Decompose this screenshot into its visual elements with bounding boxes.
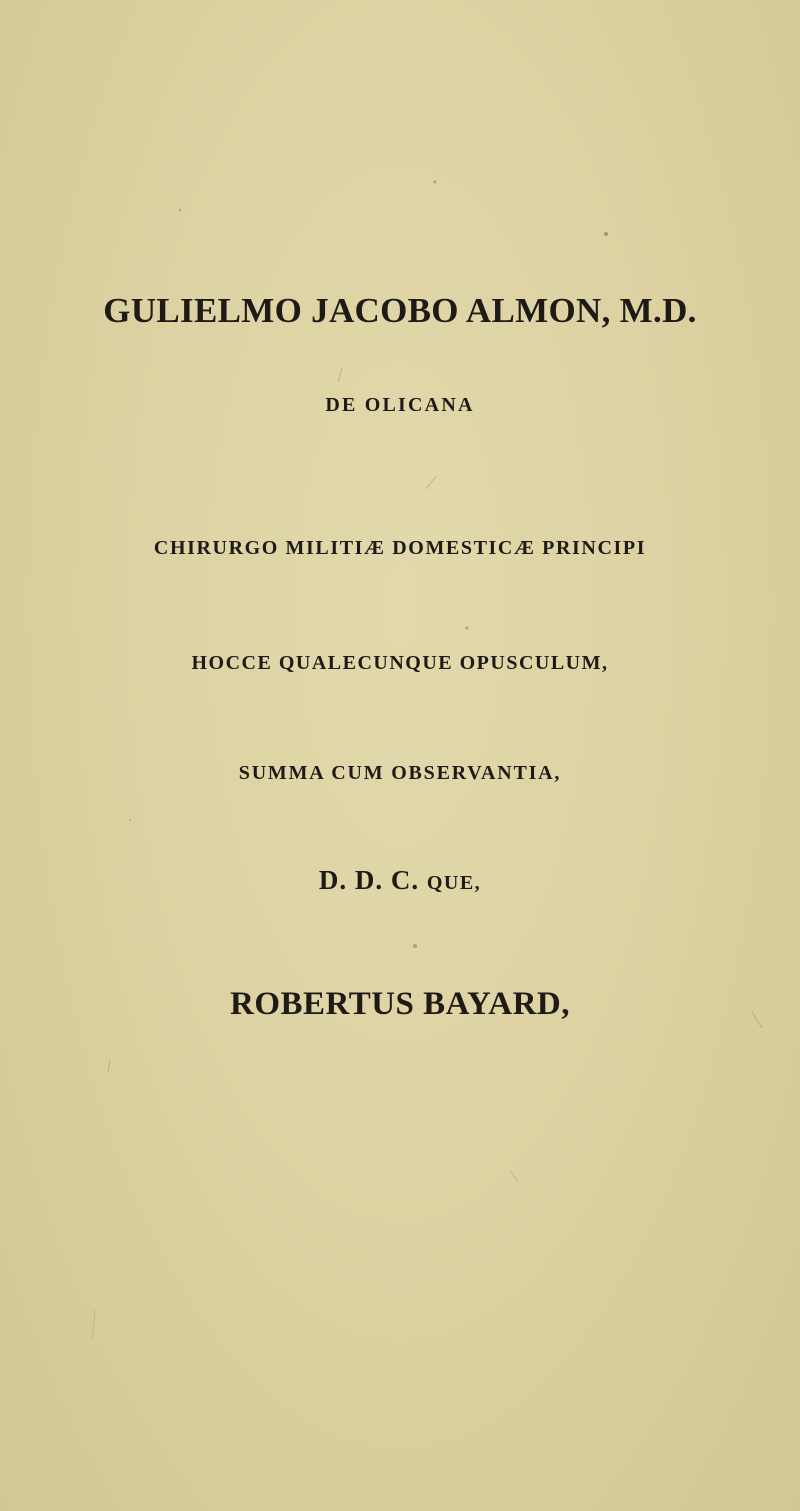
- work-reference: HOCCE QUALECUNQUE OPUSCULUM,: [191, 652, 609, 674]
- dedicatee-origin: DE OLICANA: [325, 394, 475, 416]
- dedicatee-name: GULIELMO JACOBO ALMON, M.D.: [103, 291, 697, 330]
- dedication-formula: [0, 867, 800, 894]
- formula-suffix: QUE,: [426, 872, 482, 894]
- respect-phrase: SUMMA CUM OBSERVANTIA,: [238, 762, 562, 784]
- formula-initials: D. D. C.: [318, 865, 420, 895]
- dedicatee-title: CHIRURGO MILITIÆ DOMESTICÆ PRINCIPI: [153, 537, 647, 559]
- author-signature: ROBERTUS BAYARD,: [230, 986, 570, 1022]
